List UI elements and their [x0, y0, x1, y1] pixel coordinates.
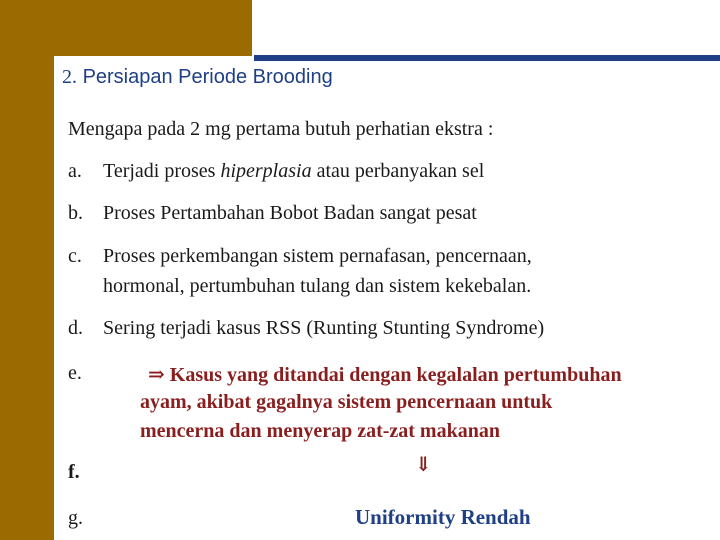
item-d-text: Sering terjadi kasus RSS (Runting Stunting Syndrome): [103, 317, 545, 339]
right-arrow-icon: ⇒: [148, 364, 165, 386]
left-sidebar-bar: [0, 0, 54, 540]
title-number: 2.: [62, 66, 77, 88]
item-c-line2: hormonal, pertumbuhan tulang dan sistem kekebalan.: [103, 275, 532, 297]
item-e-line1: ⇒ Kasus yang ditandai dengan kegalalan pertumbuhan: [148, 364, 622, 386]
item-f-label: f.: [68, 461, 80, 483]
top-decorative-block: [54, 0, 252, 56]
item-c-line1: Proses perkembangan sistem pernafasan, pencernaan,: [103, 245, 532, 267]
item-g-label: g.: [68, 507, 83, 529]
question-text: Mengapa pada 2 mg pertama butuh perhatian ekstra :: [68, 118, 494, 140]
item-e-line2: ayam, akibat gagalnya sistem pencernaan untuk: [140, 391, 553, 413]
item-c-label: c.: [68, 245, 82, 267]
item-b-text: Proses Pertambahan Bobot Badan sangat pesat: [103, 202, 477, 224]
item-e-label: e.: [68, 362, 82, 384]
item-a-italic: hiperplasia: [220, 160, 312, 182]
item-d-label: d.: [68, 317, 83, 339]
title-text: Persiapan Periode Brooding: [82, 66, 333, 88]
item-b-label: b.: [68, 202, 83, 224]
item-g-text: Uniformity Rendah: [355, 505, 531, 529]
down-arrow-icon: ⇓: [415, 454, 432, 476]
item-a-label: a.: [68, 160, 82, 182]
slide-title: [62, 66, 333, 89]
item-e-line3: mencerna dan menyerap zat-zat makanan: [140, 420, 500, 442]
item-a-text: Terjadi proses hiperplasia atau perbanyakan sel: [103, 160, 485, 182]
header-divider-line: [254, 55, 720, 61]
